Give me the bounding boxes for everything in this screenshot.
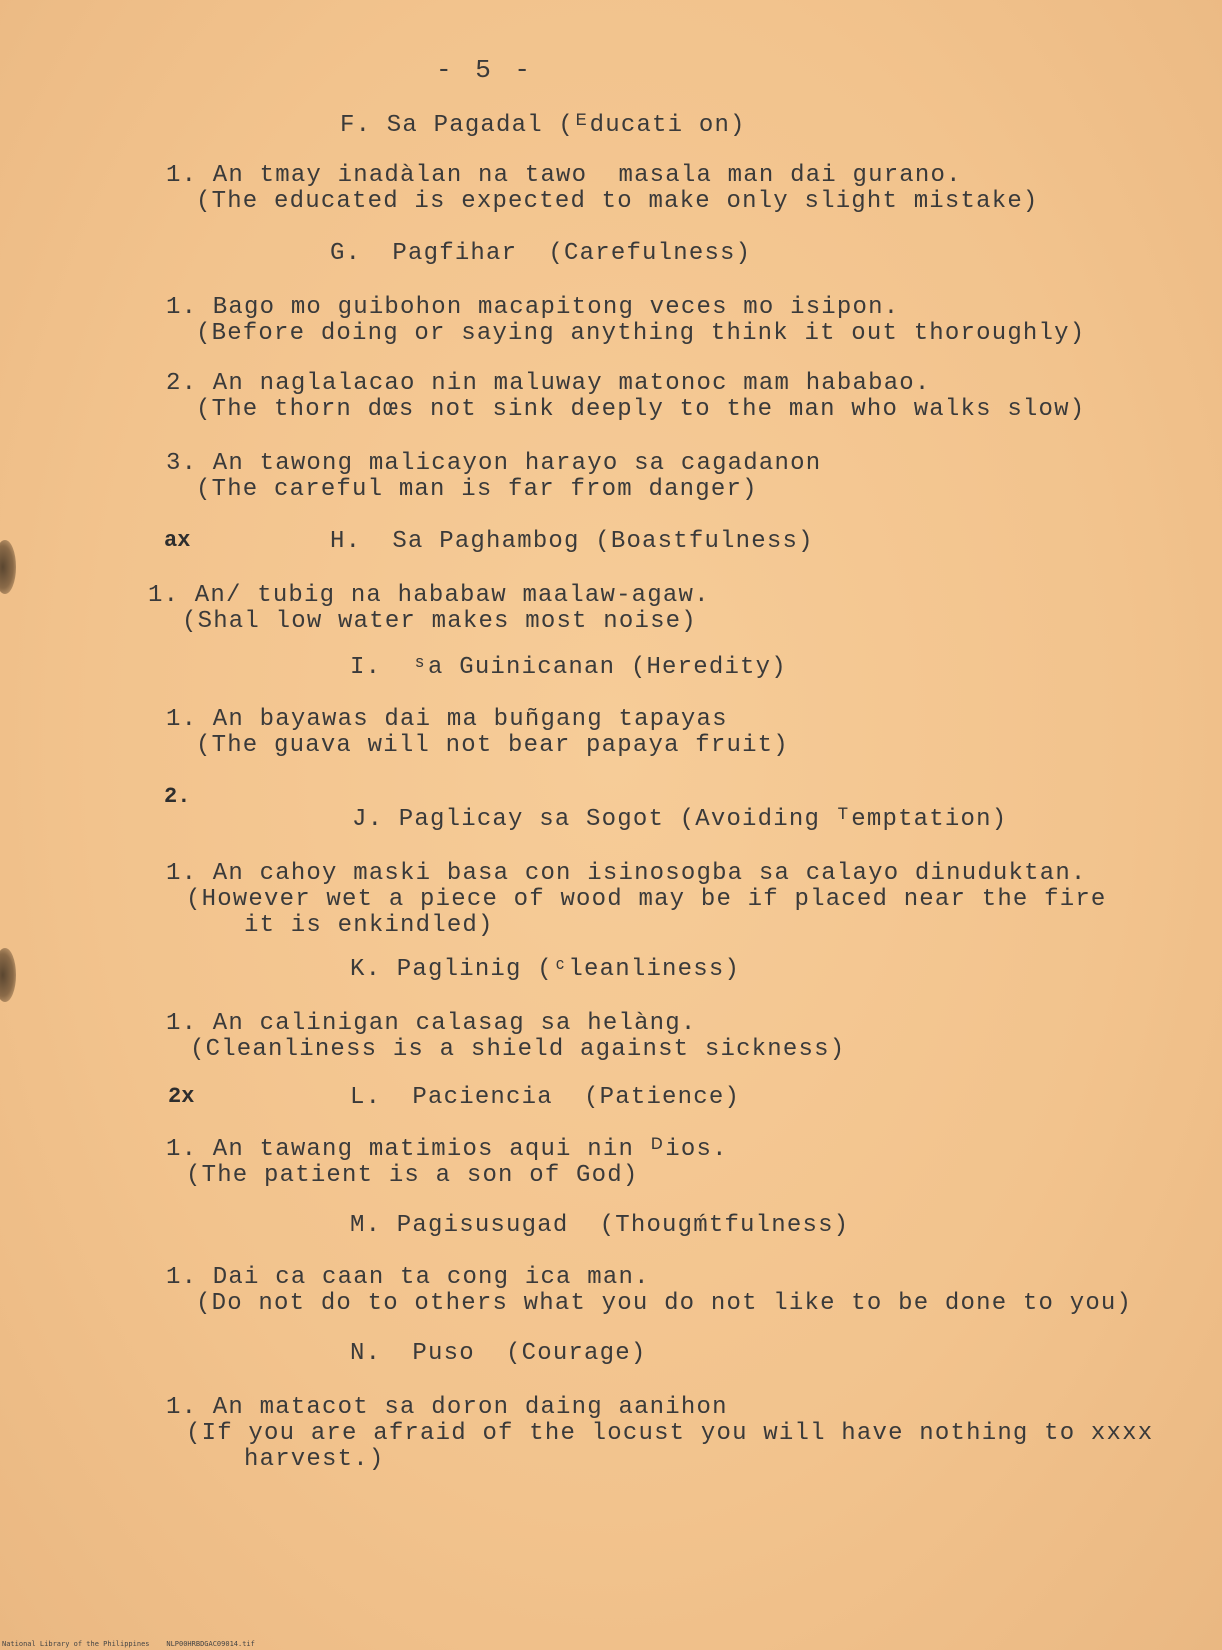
translation-line: it is enkindled) — [244, 912, 494, 939]
translation-line: (The educated is expected to make only slight mistake) — [196, 188, 1039, 215]
section-heading: M. Pagisusugad (Thougḿtfulness) — [350, 1212, 850, 1239]
proverb-line: 1. An tmay inadàlan na tawo masala man dai gurano. — [166, 162, 962, 189]
proverb-line: 1. An calinigan calasag sa helàng. — [166, 1010, 697, 1037]
punch-hole — [0, 540, 16, 594]
translation-line: (If you are afraid of the locust you will have nothing to xxxx — [186, 1420, 1154, 1447]
proverb-line: 1. An cahoy maski basa con isinosogba sa calayo dinuduktan. — [166, 860, 1087, 887]
proverb-line: 1. An bayawas dai ma buñgang tapayas — [166, 706, 728, 733]
proverb-line: 1. An/ tubig na hababaw maalaw-agaw. — [148, 582, 710, 609]
proverb-line: 3. An tawong malicayon harayo sa cagadanon — [166, 450, 822, 477]
translation-line: harvest.) — [244, 1446, 385, 1473]
proverb-line: 1. An matacot sa doron daing aanihon — [166, 1394, 728, 1421]
proverb-line: 1. An tawang matimios aqui nin ᴰios. — [166, 1136, 728, 1163]
section-heading: N. Puso (Courage) — [350, 1340, 647, 1367]
section-heading: I. ˢa Guinicanan (Heredity) — [350, 654, 787, 681]
margin-mark: 2. — [164, 784, 191, 809]
translation-line: (The guava will not bear papaya fruit) — [196, 732, 789, 759]
archive-footer: National Library of the Philippines NLP00HRBDGAC09014.tif — [2, 1640, 255, 1648]
translation-line: (The thorn dœs not sink deeply to the man who walks slow) — [196, 396, 1086, 423]
punch-hole — [0, 948, 16, 1002]
translation-line: (However wet a piece of wood may be if placed near the fire — [186, 886, 1107, 913]
section-heading: L. Paciencia (Patience) — [350, 1084, 741, 1111]
translation-line: (Shal low water makes most noise) — [182, 608, 697, 635]
margin-mark: ax — [164, 528, 191, 553]
page-number: - 5 - — [436, 55, 535, 85]
proverb-line: 1. Dai ca caan ta cong ica man. — [166, 1264, 650, 1291]
translation-line: (The careful man is far from danger) — [196, 476, 758, 503]
translation-line: (Do not do to others what you do not like to be done to you) — [196, 1290, 1133, 1317]
section-heading: F. Sa Pagadal (ᴱducati on) — [340, 112, 746, 139]
proverb-line: 1. Bago mo guibohon macapitong veces mo isipon. — [166, 294, 900, 321]
translation-line: (Before doing or saying anything think it out thoroughly) — [196, 320, 1086, 347]
section-heading: H. Sa Paghambog (Boastfulness) — [330, 528, 814, 555]
section-heading: K. Paglinig (ᶜleanliness) — [350, 956, 741, 983]
translation-line: (Cleanliness is a shield against sickness) — [190, 1036, 846, 1063]
proverb-line: 2. An naglalacao nin maluway matonoc mam hababao. — [166, 370, 931, 397]
section-heading: J. Paglicay sa Sogot (Avoiding ᵀemptation) — [352, 806, 1008, 833]
translation-line: (The patient is a son of God) — [186, 1162, 639, 1189]
section-heading: G. Pagfihar (Carefulness) — [330, 240, 752, 267]
margin-mark: 2x — [168, 1084, 195, 1109]
